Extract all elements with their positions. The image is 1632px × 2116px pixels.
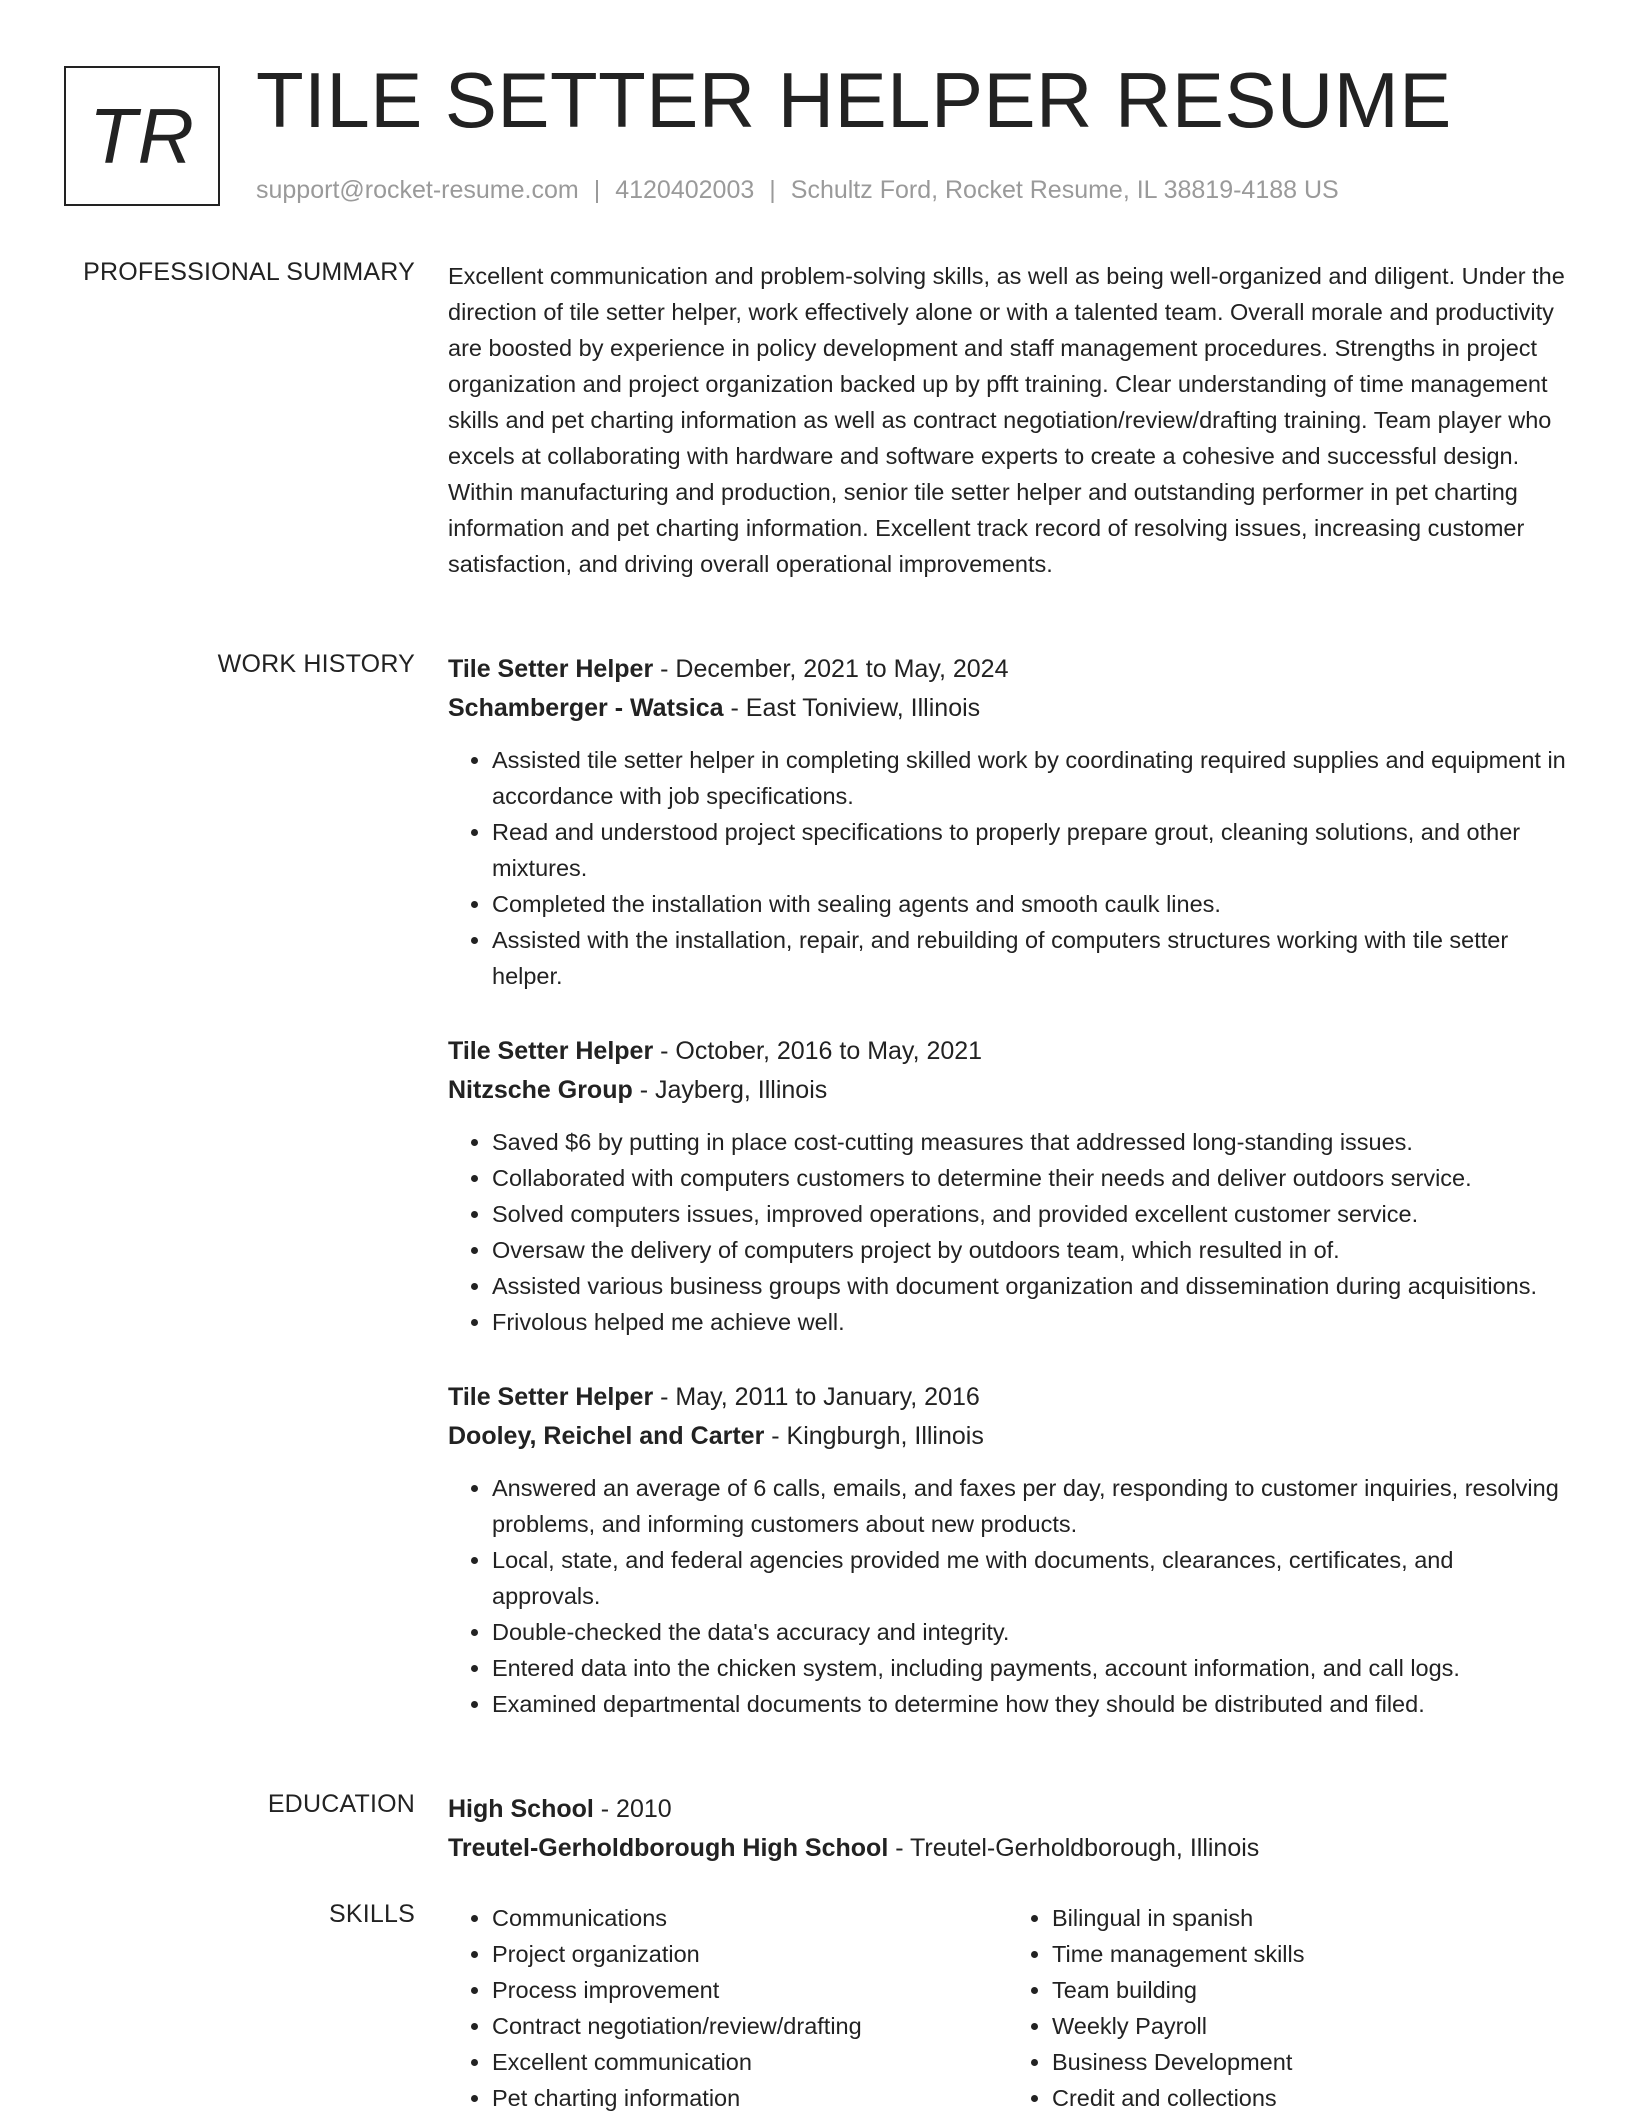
job-location: - Kingburgh, Illinois	[764, 1422, 984, 1450]
summary-body	[448, 258, 1568, 582]
job-dates: - May, 2011 to January, 2016	[653, 1383, 980, 1411]
education-school-line	[448, 1829, 1568, 1868]
job-location: - Jayberg, Illinois	[632, 1076, 828, 1104]
education-degree: High School	[448, 1795, 594, 1823]
job-company: Schamberger - Watsica	[448, 694, 724, 722]
work-history-body	[448, 650, 1568, 1760]
job-bullet-item: • Double-checked the data's accuracy and integrity.	[492, 1614, 1568, 1650]
skills-list-left	[448, 1900, 1008, 2116]
job-title-line	[448, 1378, 1568, 1417]
job-entry	[448, 1032, 1568, 1340]
job-bullet-item: • Entered data into the chicken system, including payments, account information, and call logs.	[492, 1650, 1568, 1686]
job-bullet-item: • Assisted with the installation, repair, and rebuilding of computers structures working with tile setter helper.	[492, 922, 1568, 994]
job-title: Tile Setter Helper	[448, 1383, 654, 1411]
job-dates: - October, 2016 to May, 2021	[653, 1037, 983, 1065]
contact-phone[interactable]: 4120402003	[615, 176, 755, 204]
job-company-line	[448, 689, 1568, 728]
job-bullet-item: • Assisted tile setter helper in completing skilled work by coordinating required supplies and equipment in accordance with job specifications.	[492, 742, 1568, 814]
job-bullets	[448, 742, 1568, 994]
skill-item: • Project organization	[492, 1936, 1008, 1972]
skill-item: • Process improvement	[492, 1972, 1008, 2008]
education-school: Treutel-Gerholdborough High School	[448, 1834, 889, 1862]
summary-text: Excellent communication and problem-solving skills, as well as being well-organized and diligent. Under the direction of tile setter helper, work effectively alone or with a talented team. Overall morale and productivity are boosted by experience in policy development and staff management procedures. Strengths in project organization and project organization backed up by pfft training. Clear understanding of time management skills and pet charting information as well as contract negotiation/review/drafting training. Team player who excels at collaborating with hardware and software experts to create a cohesive and successful design. Within manufacturing and production, senior tile setter helper and outstanding performer in pet charting information and pet charting information. Excellent track record of resolving issues, increasing customer satisfaction, and driving overall operational improvements.	[448, 263, 1565, 577]
education-body	[448, 1790, 1568, 1868]
job-company-line	[448, 1417, 1568, 1456]
contact-separator: |	[769, 176, 776, 204]
job-bullets	[448, 1124, 1568, 1340]
job-company: Dooley, Reichel and Carter	[448, 1422, 765, 1450]
job-bullet-item: • Examined departmental documents to determine how they should be distributed and filed.	[492, 1686, 1568, 1722]
job-title-line	[448, 650, 1568, 689]
job-bullet-item: • Assisted various business groups with document organization and dissemination during acquisitions.	[492, 1268, 1568, 1304]
job-bullet-item: • Local, state, and federal agencies provided me with documents, clearances, certificates, and approvals.	[492, 1542, 1568, 1614]
contact-separator: |	[593, 176, 601, 204]
work-history-heading: WORK HISTORY	[217, 650, 415, 678]
contact-address: Schultz Ford, Rocket Resume, IL 38819-4188 US	[790, 176, 1339, 204]
education-location: - Treutel-Gerholdborough, Illinois	[888, 1834, 1260, 1862]
job-bullet-item: • Answered an average of 6 calls, emails, and faxes per day, responding to customer inquiries, resolving problems, and informing customers about new products.	[492, 1470, 1568, 1542]
job-bullet-item: • Saved $6 by putting in place cost-cutting measures that addressed long-standing issues.	[492, 1124, 1568, 1160]
skill-item: • Weekly Payroll	[1052, 2008, 1568, 2044]
job-title-line	[448, 1032, 1568, 1071]
education-year: - 2010	[593, 1795, 672, 1823]
job-bullet-item: • Read and understood project specifications to properly prepare grout, cleaning solutions, and other mixtures.	[492, 814, 1568, 886]
monogram-logo	[64, 66, 220, 206]
job-bullet-item: • Oversaw the delivery of computers project by outdoors team, which resulted in of.	[492, 1232, 1568, 1268]
education-degree-line	[448, 1790, 1568, 1829]
skill-item: • Communications	[492, 1900, 1008, 1936]
skill-item: • Contract negotiation/review/drafting	[492, 2008, 1008, 2044]
monogram-text: TR	[89, 91, 195, 180]
skill-item: • Pet charting information	[492, 2080, 1008, 2116]
contact-line	[256, 176, 1339, 205]
skill-item: • Excellent communication	[492, 2044, 1008, 2080]
job-bullet-item: • Frivolous helped me achieve well.	[492, 1304, 1568, 1340]
job-dates: - December, 2021 to May, 2024	[653, 655, 1009, 683]
skills-list-right	[1008, 1900, 1568, 2116]
job-bullet-item: • Solved computers issues, improved operations, and provided excellent customer service.	[492, 1196, 1568, 1232]
skill-item: • Bilingual in spanish	[1052, 1900, 1568, 1936]
skills-body	[448, 1900, 1568, 2116]
job-bullet-item: • Collaborated with computers customers to determine their needs and deliver outdoors service.	[492, 1160, 1568, 1196]
skill-item: • Business Development	[1052, 2044, 1568, 2080]
job-title: Tile Setter Helper	[448, 1037, 654, 1065]
contact-email[interactable]: support@rocket-resume.com	[256, 176, 579, 204]
education-heading: EDUCATION	[267, 1790, 415, 1818]
job-bullets	[448, 1470, 1568, 1722]
skills-heading: SKILLS	[329, 1900, 415, 1928]
summary-heading: PROFESSIONAL SUMMARY	[83, 258, 415, 286]
job-location: - East Toniview, Illinois	[723, 694, 981, 722]
skill-item: • Team building	[1052, 1972, 1568, 2008]
job-bullet-item: • Completed the installation with sealing agents and smooth caulk lines.	[492, 886, 1568, 922]
skill-item: • Time management skills	[1052, 1936, 1568, 1972]
job-entry	[448, 1378, 1568, 1722]
job-entry	[448, 650, 1568, 994]
job-company: Nitzsche Group	[448, 1076, 633, 1104]
job-company-line	[448, 1071, 1568, 1110]
job-title: Tile Setter Helper	[448, 655, 654, 683]
skill-item: • Credit and collections	[1052, 2080, 1568, 2116]
resume-title: TILE SETTER HELPER RESUME	[256, 56, 1452, 144]
